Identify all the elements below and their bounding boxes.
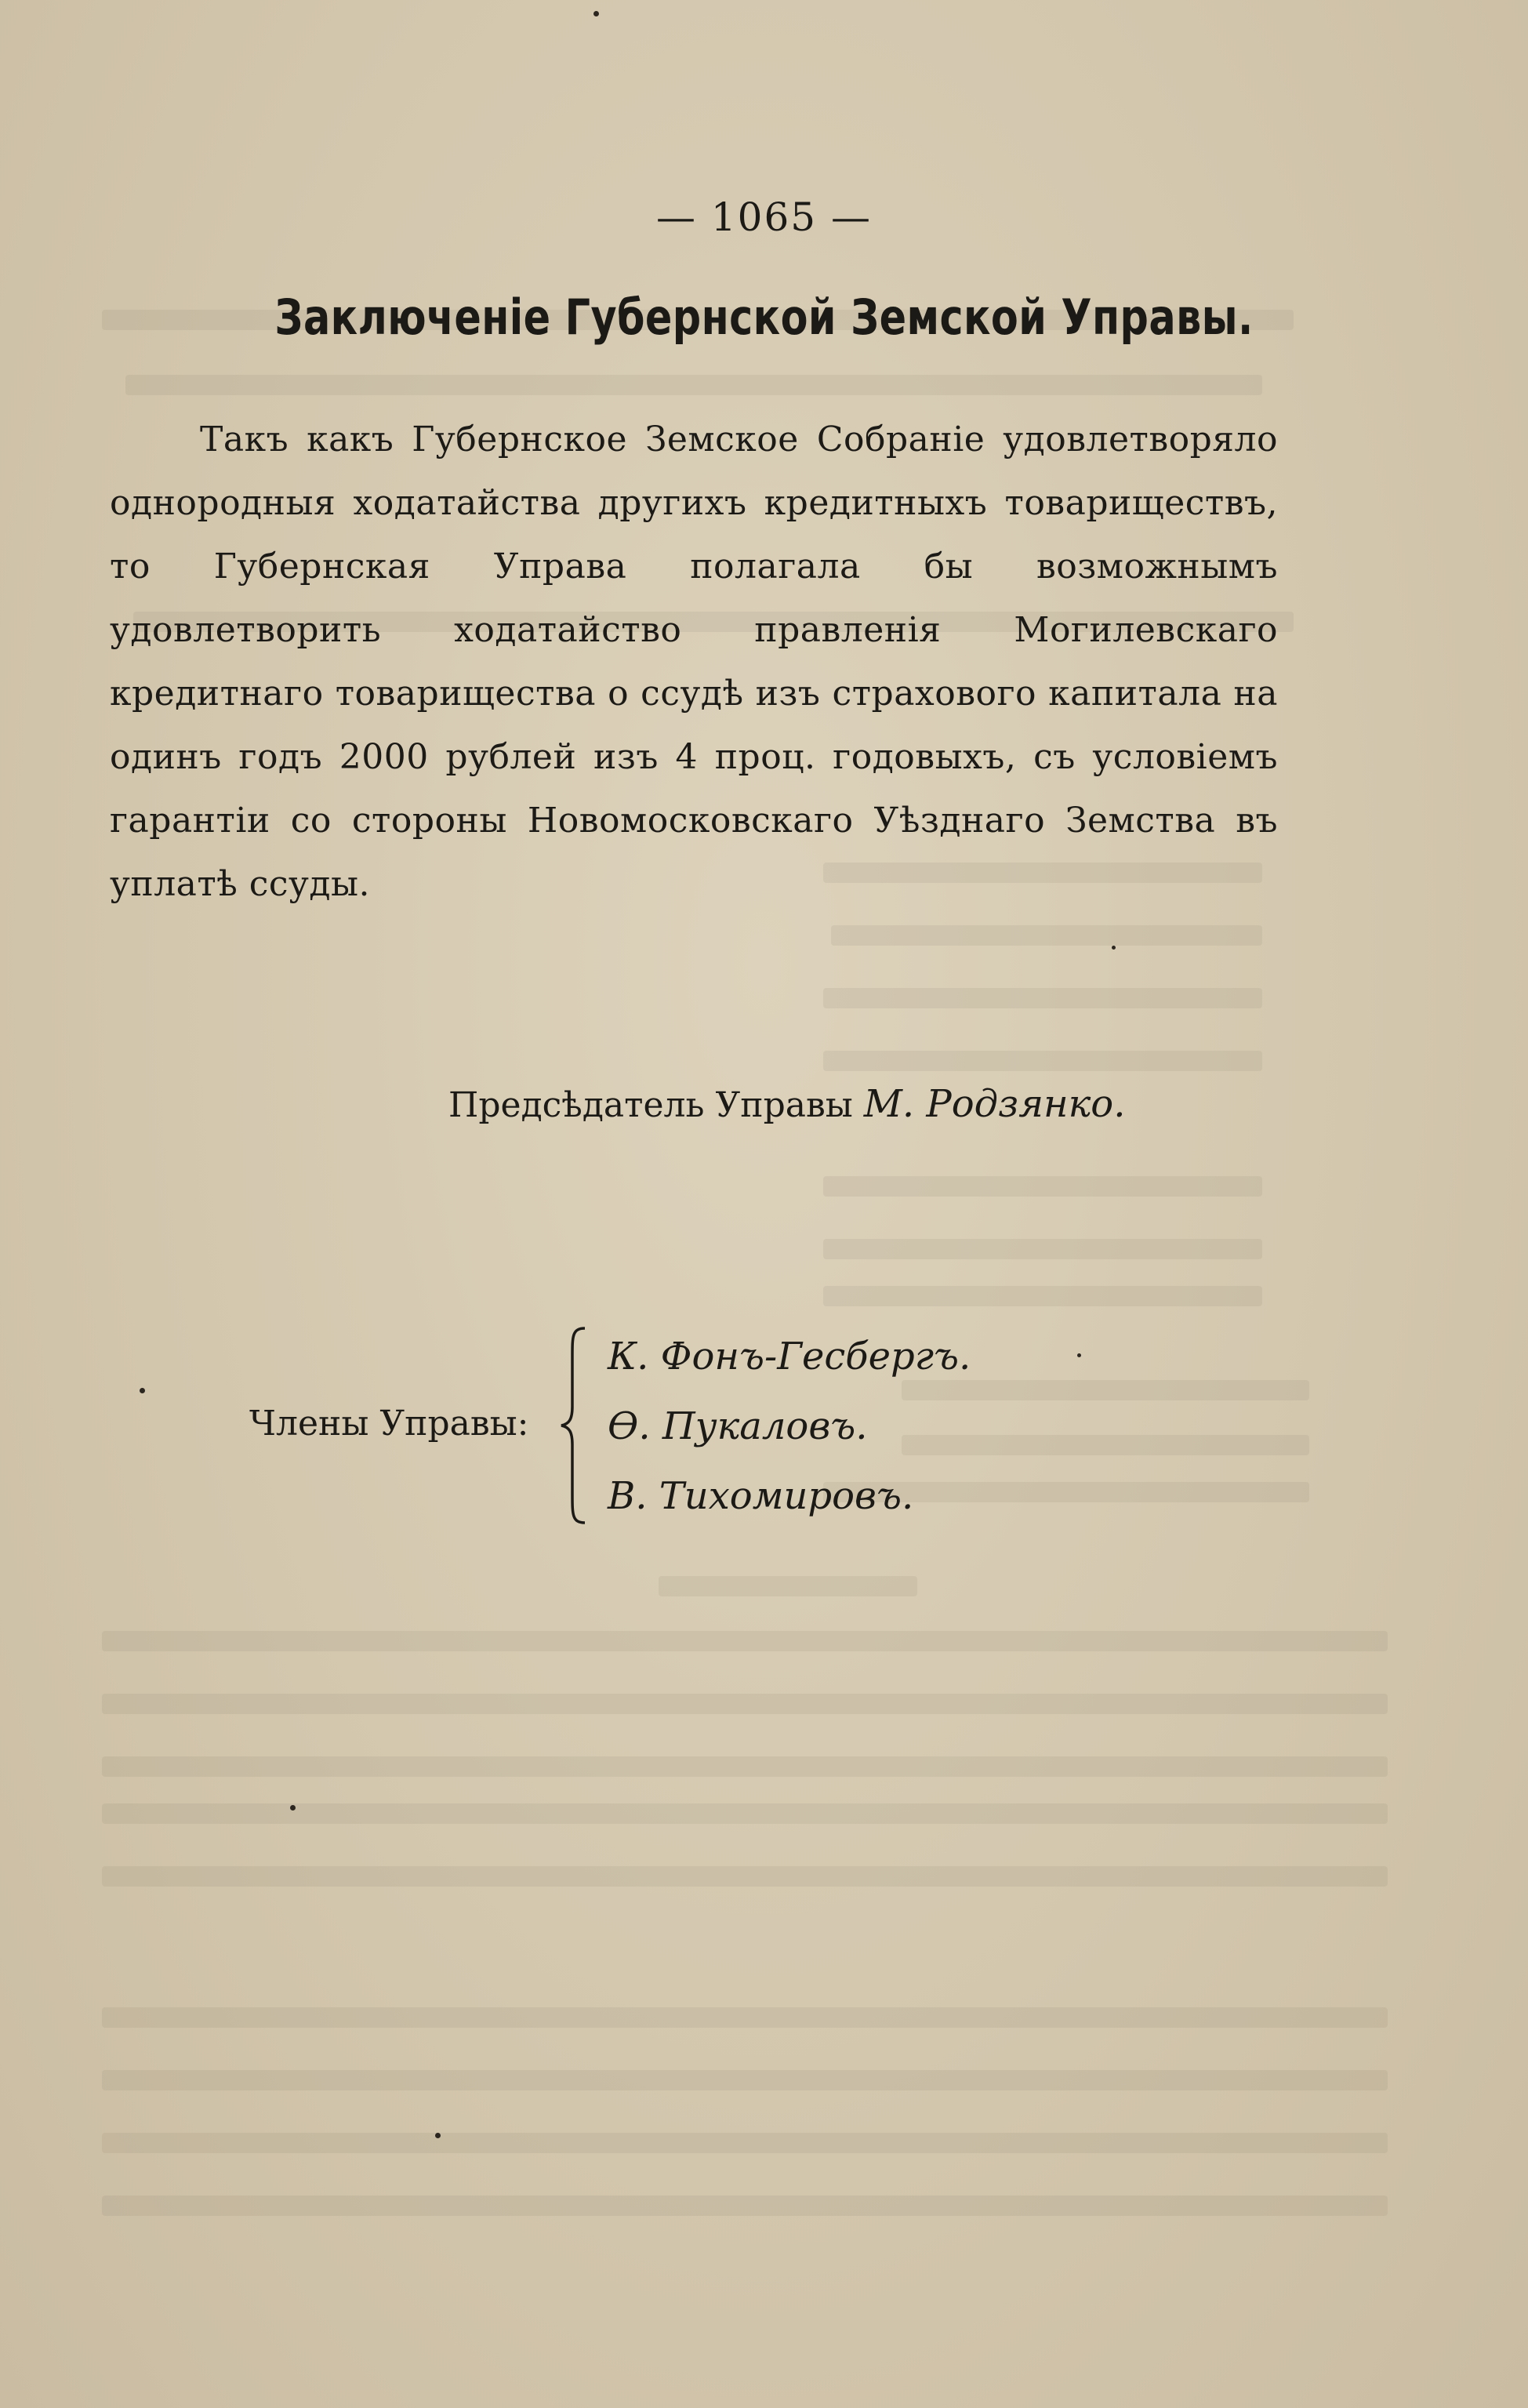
ink-speck xyxy=(140,1388,145,1393)
chairman-signature-line xyxy=(448,1082,1125,1126)
body-paragraph: Такъ какъ Губернское Земское Собраніе удовлетворяло однородныя ходатайства другихъ кредитныхъ товариществъ, то Губернская Управа полагала бы возможнымъ удовлетворить ходатайство правленія Могилевскаго кредитнаго товарищества о ссудѣ изъ страхового капитала на одинъ годъ 2000 рублей изъ 4 проц. годовыхъ, съ условіемъ гарантіи со стороны Новомосковскаго Уѣзднаго Земства въ уплатѣ ссуды. xyxy=(110,419,1278,904)
page-number: — 1065 — xyxy=(655,194,873,240)
member-name: В. Тихомировъ. xyxy=(608,1474,914,1518)
chairman-title: Предсѣдатель Управы xyxy=(448,1085,853,1125)
members-label: Члены Управы: xyxy=(249,1404,529,1444)
ink-speck xyxy=(593,11,599,16)
ink-speck xyxy=(435,2133,441,2138)
ink-speck xyxy=(1077,1353,1081,1357)
chairman-name: М. Родзянко. xyxy=(863,1082,1126,1126)
members-list xyxy=(608,1322,971,1531)
ink-speck xyxy=(290,1805,296,1811)
curly-brace xyxy=(558,1325,590,1526)
section-heading: Заключеніе Губернской Земской Управы. xyxy=(274,289,1254,346)
member-name: Ѳ. Пукаловъ. xyxy=(608,1404,868,1448)
member-name: К. Фонъ-Гесбергъ. xyxy=(608,1335,971,1378)
ink-speck xyxy=(1112,946,1116,950)
